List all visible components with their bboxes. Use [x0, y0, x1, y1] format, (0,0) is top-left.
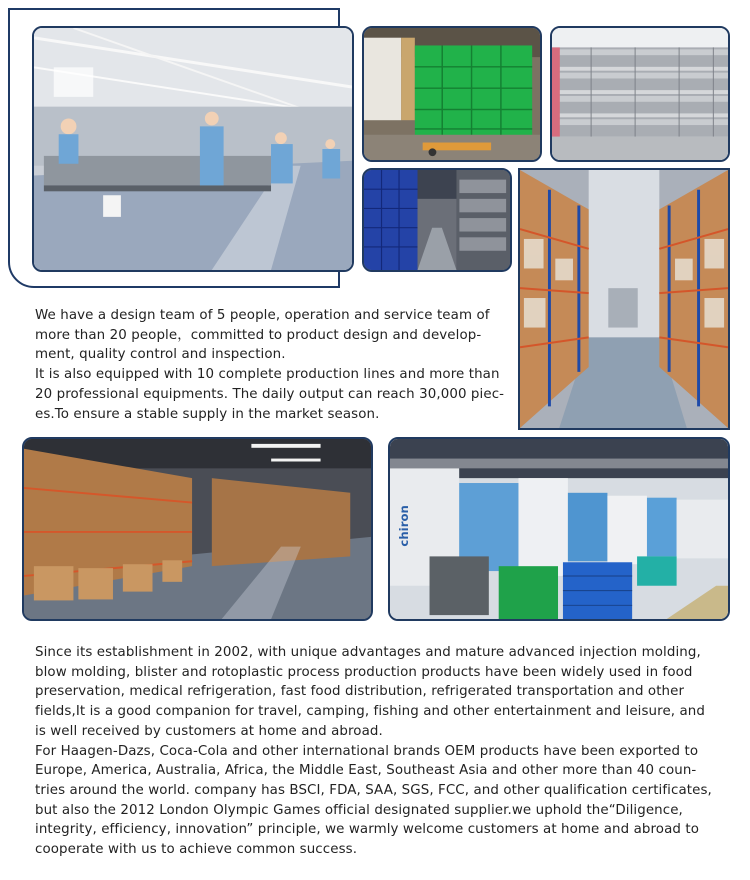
intro-text-1: We have a design team of 5 people, operation and service team of more than 20 people，committed to product design and develop-ment, quality control and inspection.: [35, 308, 490, 363]
about-text-1: Since its establishment in 2002, with unique advantages and mature advanced injection molding, blow molding, blister and rotoplastic process production products have been widely used in food preservation, medical refrigeration, fast food distribution, refrigerated transportation and other fields,It is a good companion for travel, camping, fishing and other entertainment and leisure, and is well received by customers at home and abroad.: [35, 645, 705, 739]
warehouse-racks-photo: [518, 168, 730, 430]
intro-paragraph: [35, 306, 510, 424]
grey-boxes-photo: [550, 26, 730, 162]
intro-text-2: It is also equipped with 10 complete production lines and more than 20 professional equipments. The daily output can reach 30,000 piec-es.To ensure a stable supply in the market season.: [35, 367, 505, 422]
machine-brand-label: chiron: [396, 505, 411, 547]
injection-machines-photo: [388, 437, 730, 621]
green-crates-photo: [362, 26, 542, 162]
workshop-photo: [32, 26, 354, 272]
about-text-2: For Haagen-Dazs, Coca-Cola and other international brands OEM products have been exported to Europe, America, Australia, Africa, the Middle East, Southeast Asia and other more than 40 coun-tries around the world. company has BSCI, FDA, SAA, SGS, FCC, and other qualification certificates, but also the 2012 London Olympic Games official designated supplier.we uphold the“Diligence, integrity, efficiency, innovation” principle, we warmly welcome customers at home and abroad to cooperate with us to achieve common success.: [35, 743, 712, 858]
carton-warehouse-photo: [22, 437, 373, 621]
blue-crates-photo: [362, 168, 512, 272]
about-paragraph: [35, 643, 719, 860]
